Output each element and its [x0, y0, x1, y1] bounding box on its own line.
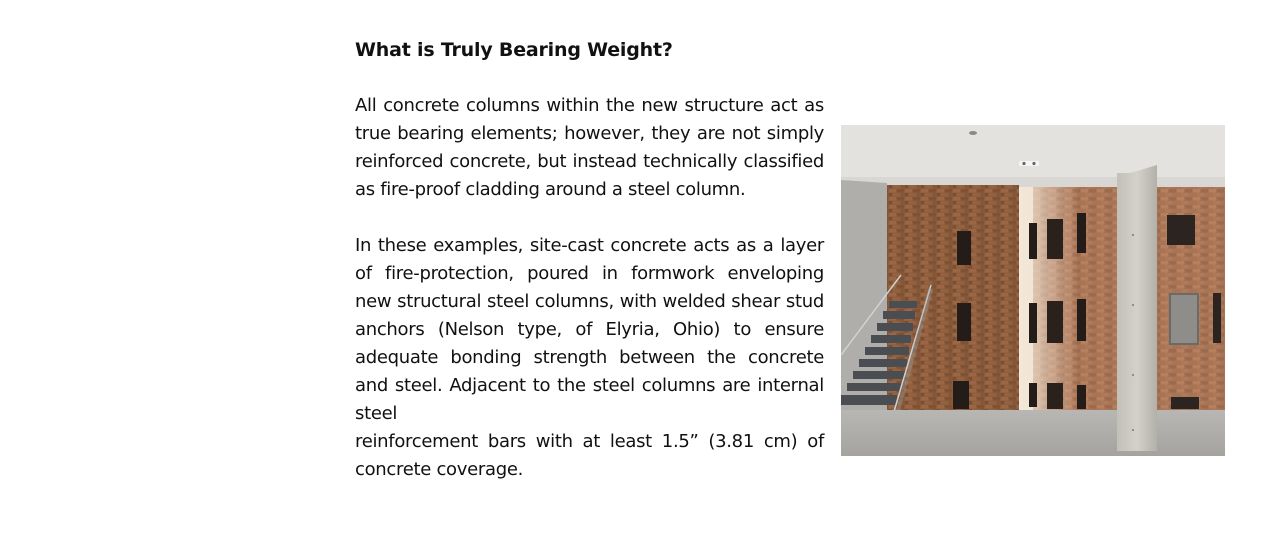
paragraph-3: reinforcement bars with at least 1.5” (3.81 cm) of concrete coverage. [355, 431, 824, 480]
paragraph-1: All concrete columns within the new structure act as true bearing elements; however, they are not simply reinforced concrete, but instead technically classified as fire-proof cladding around a steel column. [355, 95, 824, 200]
paragraph-2: In these examples, site-cast concrete acts as a layer of fire-protection, poured in formwork enveloping new structural steel columns, with welded shear stud anchors (Nelson type, of Elyria, Ohio) to ensure adequate bonding strength between the concrete and steel. Adjacent to the steel columns are internal steel [355, 235, 824, 424]
article-text [355, 36, 824, 484]
article-heading: What is Truly Bearing Weight? [355, 39, 673, 61]
atrium-photo [841, 125, 1225, 456]
